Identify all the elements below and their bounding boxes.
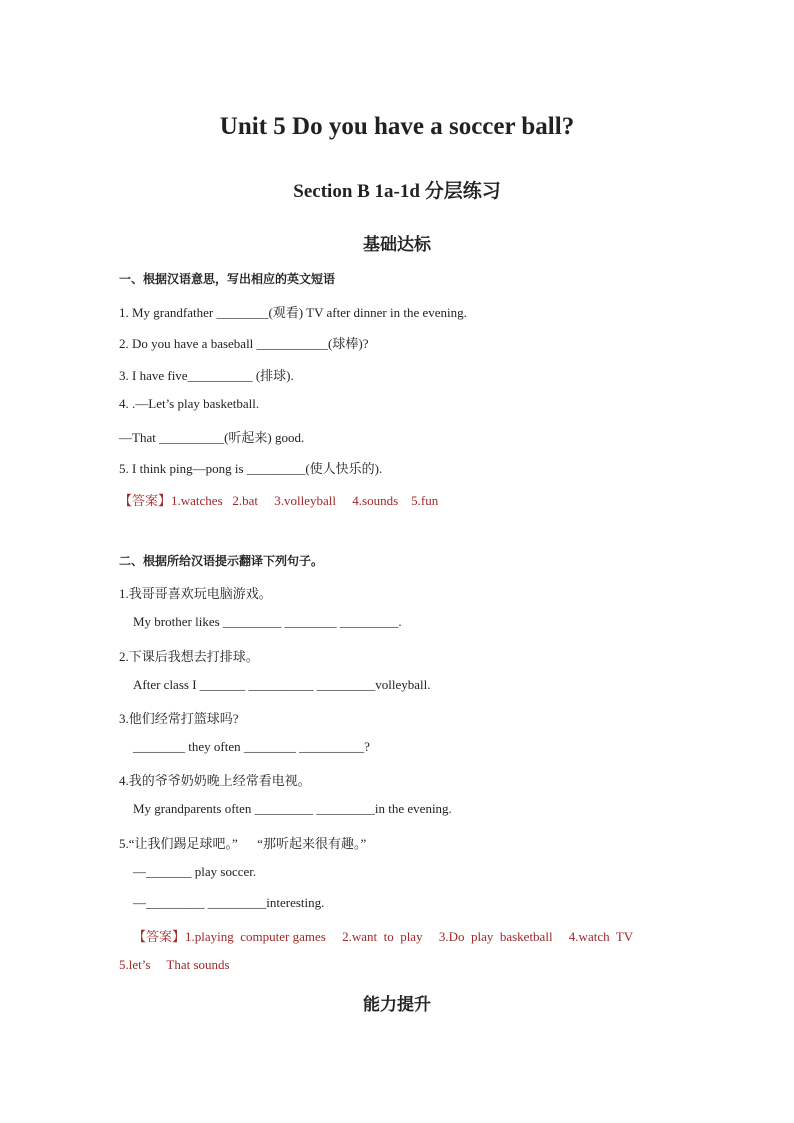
section-title: Section B 1a-1d 分层练习 bbox=[293, 181, 501, 202]
part2-item: After class I _______ __________ _________volleyball. bbox=[133, 677, 431, 692]
part1-item: 5. I think ping—pong is _________(使人快乐的). bbox=[119, 461, 383, 476]
part2-item: My grandparents often _________ _________in the evening. bbox=[133, 801, 452, 816]
part2-item: —_________ _________interesting. bbox=[133, 895, 325, 910]
part1-item: 4. .—Let’s play basketball. bbox=[119, 396, 260, 411]
part2-item: My brother likes _________ ________ _________. bbox=[133, 614, 402, 629]
answer-label: 【答案】 bbox=[133, 930, 186, 945]
part1-answer bbox=[119, 490, 438, 509]
part1-item: 2. Do you have a baseball ___________(球棒)? bbox=[119, 336, 369, 351]
part2-item: 4.我的爷爷奶奶晚上经常看电视。 bbox=[119, 773, 311, 788]
advanced-heading: 能力提升 bbox=[363, 995, 431, 1015]
part2-item: —_______ play soccer. bbox=[133, 864, 257, 879]
part2-item: 1.我哥哥喜欢玩电脑游戏。 bbox=[119, 586, 272, 601]
part2-heading: 二、根据所给汉语提示翻译下列句子。 bbox=[119, 554, 324, 568]
part2-answer bbox=[133, 926, 633, 945]
part2-item: 5.“让我们踢足球吧。” “那听起来很有趣。” bbox=[119, 836, 367, 851]
part1-item: 3. I have five__________ (排球). bbox=[119, 368, 294, 383]
answer-label: 【答案】 bbox=[119, 494, 172, 509]
basic-heading: 基础达标 bbox=[363, 235, 431, 255]
answer-text: 1.watches 2.bat 3.volleyball 4.sounds 5.fun bbox=[171, 493, 439, 508]
part1-heading: 一、根据汉语意思，写出相应的英文短语 bbox=[119, 272, 336, 286]
part2-item: 3.他们经常打篮球吗? bbox=[119, 711, 239, 726]
part2-item: ________ they often ________ __________? bbox=[133, 739, 370, 754]
part1-item: 1. My grandfather ________(观看) TV after dinner in the evening. bbox=[119, 305, 467, 320]
part1-item: —That __________(听起来) good. bbox=[119, 430, 305, 445]
part2-item: 2.下课后我想去打排球。 bbox=[119, 649, 259, 664]
answer-text: 1.playing computer games 2.want to play 3.Do play basketball 4.watch TV bbox=[185, 929, 634, 944]
part2-answer-cont: 5.let’s That sounds bbox=[119, 957, 230, 972]
unit-title: Unit 5 Do you have a soccer ball? bbox=[219, 113, 575, 140]
